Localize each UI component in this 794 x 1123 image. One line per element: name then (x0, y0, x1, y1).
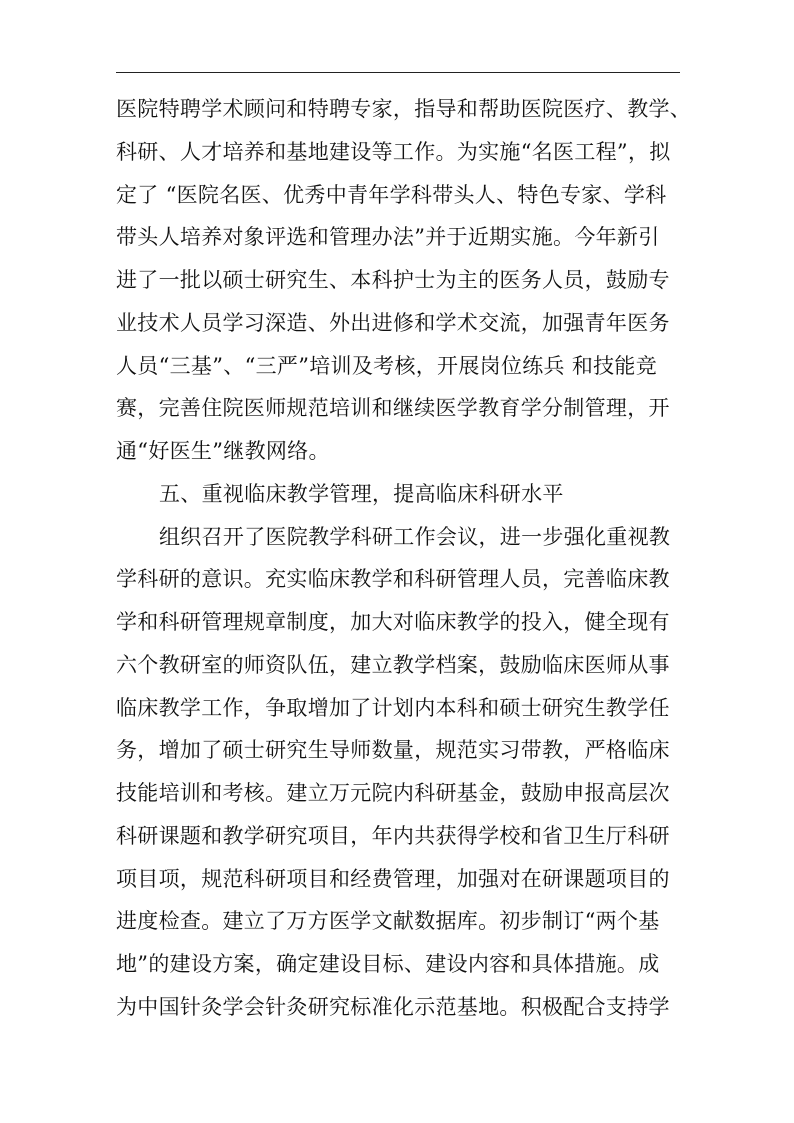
section-heading: 五、重视临床教学管理，提高临床科研水平 (159, 481, 564, 506)
paragraph-line-4: 带头人培养对象评选和管理办法”并于近期实施。今年新引 (116, 225, 660, 250)
header-rule (116, 72, 680, 73)
paragraph-line-3: 定了 “医院名医、优秀中青年学科带头人、特色专家、学科 (116, 182, 667, 207)
paragraph-line-9: 通“好医生”继教网络。 (116, 439, 330, 463)
paragraph-line-19: 项目项，规范科研项目和经费管理，加强对在研课题项目的 (116, 866, 670, 891)
paragraph-line-16: 务，增加了硕士研究生导师数量，规范实习带教，严格临床 (116, 738, 670, 763)
paragraph-line-18: 科研课题和教学研究项目，年内共获得学校和省卫生厅科研 (116, 823, 670, 848)
body-text (116, 88, 696, 1029)
paragraph-line-2: 科研、人才培养和基地建设等工作。为实施“名医工程”，拟 (116, 139, 671, 164)
paragraph-line-12: 学科研的意识。充实临床教学和科研管理人员，完善临床教 (116, 567, 670, 592)
paragraph-line-8: 赛，完善住院医师规范培训和继续医学教育学分制管理，开 (116, 396, 670, 421)
paragraph-line-21: 地”的建设方案，确定建设目标、建设内容和具体措施。成 (116, 952, 660, 976)
paragraph-line-15: 临床教学工作，争取增加了计划内本科和硕士研究生教学任 (116, 695, 670, 720)
paragraph-line-22: 为中国针灸学会针灸研究标准化示范基地。积极配合支持学 (116, 994, 670, 1019)
paragraph-line-20: 进度检查。建立了万方医学文献数据库。初步制订“两个基 (116, 909, 660, 934)
paragraph-line-5: 进了一批以硕士研究生、本科护士为主的医务人员，鼓励专 (116, 268, 670, 292)
paragraph-line-13: 学和科研管理规章制度，加大对临床教学的投入，健全现有 (116, 610, 670, 634)
paragraph-line-11: 组织召开了医院教学科研工作会议，进一步强化重视教 (159, 524, 671, 549)
paragraph-line-14: 六个教研室的师资队伍，建立教学档案，鼓励临床医师从事 (116, 652, 670, 677)
paragraph-line-1: 医院特聘学术顾问和特聘专家，指导和帮助医院医疗、教学、 (116, 97, 692, 121)
paragraph-line-6: 业技术人员学习深造、外出进修和学术交流，加强青年医务 (116, 310, 670, 335)
paragraph-line-7: 人员“三基”、“三严”培训及考核，开展岗位练兵 和技能竞 (116, 353, 658, 378)
paragraph-line-17: 技能培训和考核。建立万元院内科研基金，鼓励申报高层次 (116, 781, 670, 805)
